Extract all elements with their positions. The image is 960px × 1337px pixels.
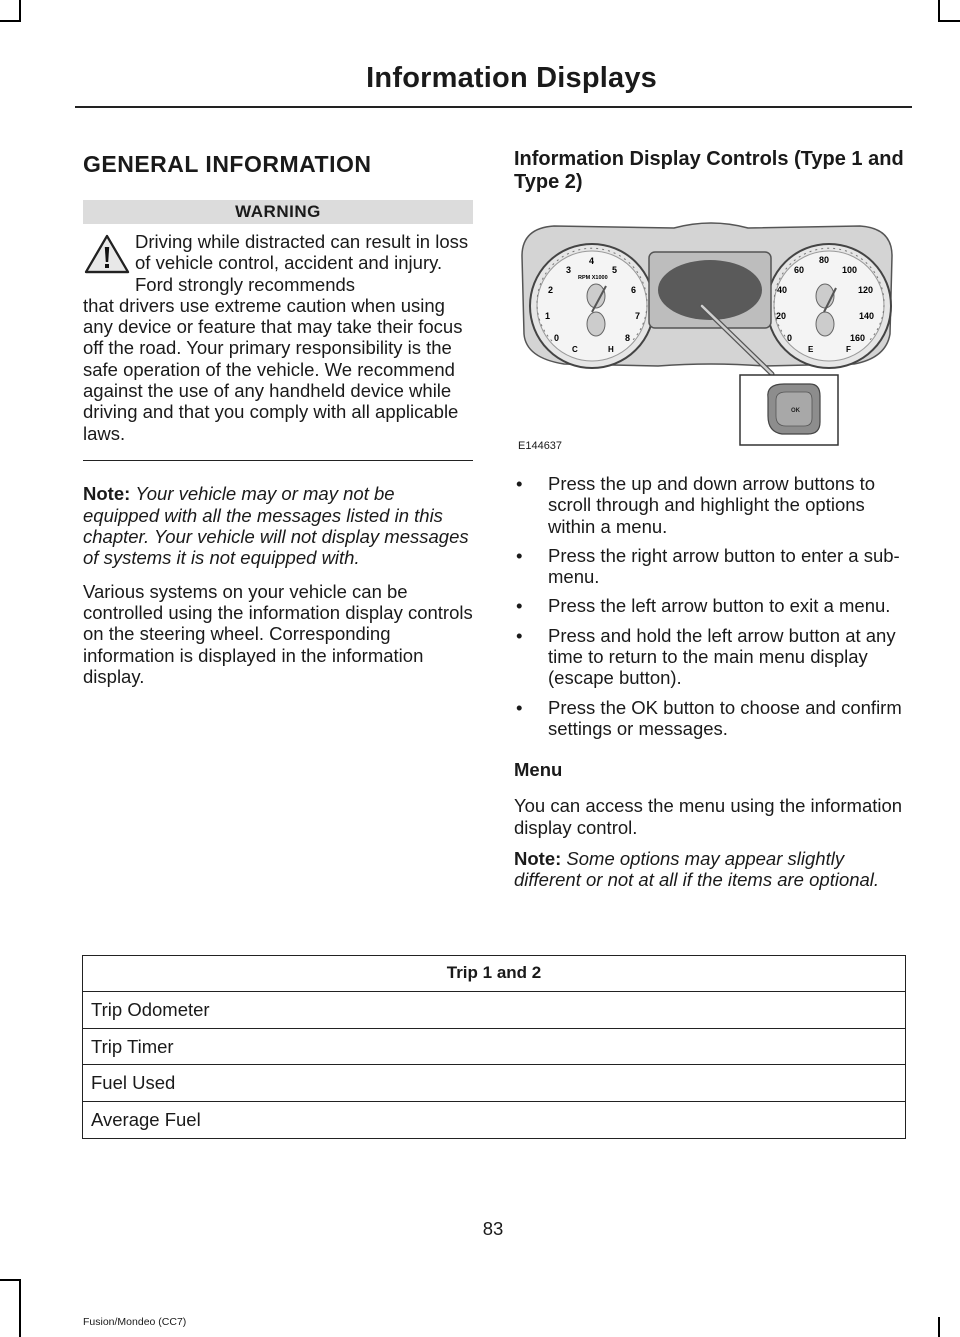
page-number: 83 [482, 1218, 504, 1239]
bullet-dot: • [516, 544, 523, 566]
ok-button-label: OK [791, 408, 800, 414]
warning-text-rest: that drivers use extreme caution when using any device or feature that may take their focus off the road. Your primary responsibility is the safe operation of the vehicle. We recommend against the use of any handheld device while driving and that you comply with all applicable laws. [83, 294, 463, 444]
crop-mark [0, 1279, 21, 1281]
speed-tick: 80 [819, 255, 830, 265]
menu-note [514, 848, 909, 891]
list-item [514, 697, 909, 740]
crop-mark [0, 20, 21, 22]
note-text: Some options may appear slightly different or not at all if the items are optional. [514, 847, 880, 891]
tach-tick: 3 [566, 265, 572, 275]
speed-tick: 120 [858, 285, 874, 295]
controls-heading: Information Display Controls (Type 1 and Type 2) [514, 148, 904, 193]
rpm-label: RPM X1000 [578, 275, 608, 281]
controls-list [514, 473, 909, 739]
bullet-dot: • [516, 473, 523, 494]
tach-tick: 1 [545, 311, 551, 321]
warning-text-first: Driving while distracted can result in loss of vehicle control, accident and injury. Ford strongly recommends [135, 231, 469, 295]
left-column [83, 150, 473, 687]
tach-tick: 8 [625, 333, 631, 343]
speed-tick: 100 [842, 265, 858, 275]
menu-paragraph: You can access the menu using the information display control. [514, 795, 903, 838]
instrument-cluster-figure [514, 216, 909, 461]
tach-tick: 6 [631, 285, 637, 295]
list-item [514, 473, 909, 537]
temp-cold: C [572, 345, 578, 354]
section-title: GENERAL INFORMATION [83, 151, 372, 177]
instrument-cluster-illustration [514, 216, 909, 456]
note-text: Your vehicle may or may not be equipped with all the messages listed in this chapter. Your vehicle will not display messages of systems it is not equipped with. [83, 483, 469, 569]
note-label: Note: [514, 847, 562, 869]
fuel-empty: E [808, 345, 814, 354]
bullet-dot: • [516, 696, 523, 718]
warning-label: WARNING [83, 200, 473, 224]
bullet-dot: • [516, 595, 523, 617]
table-header: Trip 1 and 2 [83, 956, 905, 992]
crop-mark [938, 20, 960, 22]
tach-tick: 2 [548, 285, 554, 295]
bullet-dot: • [516, 624, 523, 646]
table-row: Trip Odometer [83, 992, 905, 1029]
list-item-text: Press the left arrow button to exit a menu. [548, 595, 891, 617]
list-item [514, 625, 909, 689]
speed-tick: 60 [794, 265, 805, 275]
table-row: Fuel Used [83, 1065, 905, 1102]
crop-mark [19, 0, 21, 22]
speed-tick: 140 [859, 311, 875, 321]
list-item [514, 595, 909, 616]
footer-text: Fusion/Mondeo (CC7) [83, 1316, 187, 1328]
table-row: Average Fuel [91, 1108, 201, 1130]
menu-heading: Menu [514, 759, 563, 781]
table-row: Trip Timer [83, 1029, 905, 1066]
list-item-text: Press the OK button to choose and confirm settings or messages. [548, 696, 902, 739]
list-item-text: Press the up and down arrow buttons to scroll through and highlight the options within a menu. [548, 473, 876, 537]
trip-table [82, 955, 906, 1139]
tach-tick: 7 [635, 311, 641, 321]
list-item-text: Press and hold the left arrow button at any time to return to the main menu display (escape button). [548, 624, 896, 689]
crop-mark [938, 1317, 940, 1337]
speed-tick: 20 [776, 311, 787, 321]
tach-tick: 0 [554, 333, 560, 343]
page-header-title: Information Displays [366, 62, 657, 94]
body-paragraph: Various systems on your vehicle can be controlled using the information display controls on the steering wheel. Corresponding information is displayed in the information display. [83, 580, 473, 687]
header-rule [75, 106, 912, 108]
note-label: Note: [83, 483, 131, 505]
tach-tick: 4 [589, 256, 595, 266]
list-item-text: Press the right arrow button to enter a sub-menu. [548, 544, 900, 588]
warning-body [83, 231, 473, 444]
speed-tick: 160 [850, 333, 866, 343]
figure-id: E144637 [518, 440, 563, 452]
note-paragraph [83, 483, 473, 568]
tach-tick: 5 [612, 265, 618, 275]
crop-mark [938, 0, 940, 22]
fuel-full: F [846, 345, 851, 354]
speed-tick: 40 [777, 285, 788, 295]
warning-box [83, 200, 473, 461]
right-column [514, 148, 909, 890]
speed-tick: 0 [787, 333, 793, 343]
list-item [514, 545, 909, 588]
warning-rule [83, 460, 473, 462]
warning-triangle-icon [83, 233, 131, 275]
temp-hot: H [608, 345, 614, 354]
crop-mark [19, 1279, 21, 1337]
